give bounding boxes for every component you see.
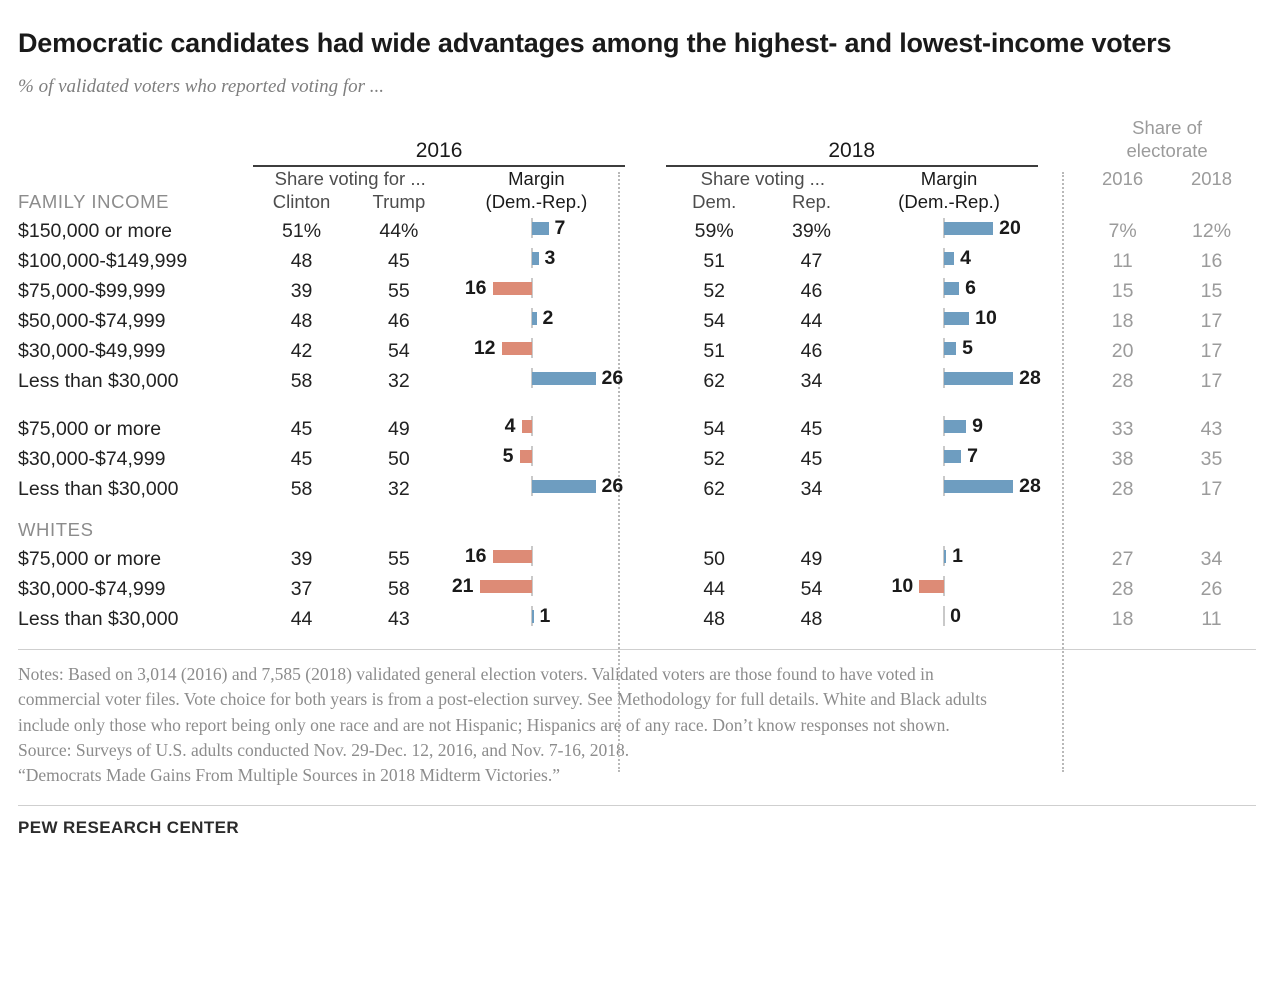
spacer-cell bbox=[1038, 303, 1078, 333]
spacer-cell bbox=[1038, 273, 1078, 303]
spacer-cell bbox=[1038, 243, 1078, 273]
trump-2016-value: 58 bbox=[388, 577, 410, 600]
spacer-cell bbox=[1038, 393, 1078, 411]
spacer-cell bbox=[625, 471, 665, 501]
margin-2016-bar-dem bbox=[532, 252, 539, 265]
share-voting-2018-label: Share voting ... bbox=[700, 167, 826, 189]
share-electorate-2018-value: 17 bbox=[1200, 477, 1223, 500]
group-spacer bbox=[18, 393, 1256, 411]
spacer-cell bbox=[625, 243, 665, 273]
year-2016-heading: 2016 bbox=[415, 138, 463, 162]
clinton-2016-value: 48 bbox=[290, 309, 313, 332]
rep-2018-value: 46 bbox=[800, 279, 823, 302]
margin-2018-bar-wrap bbox=[860, 471, 1041, 501]
margin-2016-cell bbox=[448, 303, 626, 333]
spacer-cell bbox=[1038, 190, 1078, 213]
margin-2018-cell bbox=[860, 243, 1038, 273]
group-heading-label: WHITES bbox=[18, 518, 94, 540]
margin-2016-cell bbox=[448, 471, 626, 501]
trump-2016-value: 32 bbox=[388, 369, 410, 392]
margin-2018-value: 6 bbox=[965, 276, 977, 299]
spacer-cell bbox=[625, 571, 665, 601]
spacer-cell bbox=[18, 393, 253, 411]
margin-2018-bar-wrap bbox=[860, 601, 1028, 631]
trump-2016-value: 46 bbox=[388, 309, 410, 332]
row-label: $150,000 or more bbox=[18, 219, 172, 242]
data-table bbox=[18, 116, 1256, 631]
margin-2018-bar-dem bbox=[944, 252, 954, 265]
margin-2018-value: 7 bbox=[967, 444, 979, 467]
margin-2016-value: 16 bbox=[464, 544, 487, 567]
margin-2018-cell bbox=[860, 541, 1038, 571]
clinton-2016-value: 51% bbox=[282, 219, 322, 242]
row-label: $75,000 or more bbox=[18, 547, 162, 570]
notes-line-2: commercial voter files. Vote choice for both years is from a post-election survey. See Methodology for full details. White and Black adults bbox=[18, 689, 987, 710]
spacer-cell bbox=[1167, 393, 1256, 411]
clinton-2016-value: 45 bbox=[290, 447, 313, 470]
footer-divider bbox=[18, 649, 1256, 650]
margin-2018-bar-wrap bbox=[860, 571, 1028, 601]
spacer-cell bbox=[1038, 441, 1078, 471]
table-row bbox=[18, 273, 1256, 303]
share-year-2016-label: 2016 bbox=[1102, 167, 1144, 189]
rep-2018-value: 46 bbox=[800, 339, 823, 362]
margin-2016-bar-wrap bbox=[448, 571, 616, 601]
spacer-cell bbox=[666, 501, 763, 519]
dem-2018-value: 52 bbox=[703, 279, 726, 302]
margin-2016-value: 4 bbox=[504, 414, 516, 437]
row-label: $30,000-$74,999 bbox=[18, 447, 166, 470]
margin-2016-value: 12 bbox=[473, 336, 496, 359]
share-electorate-2018-value: 12% bbox=[1192, 219, 1232, 242]
row-label: Less than $30,000 bbox=[18, 477, 179, 500]
clinton-2016-value: 39 bbox=[290, 279, 313, 302]
clinton-2016-value: 39 bbox=[290, 547, 313, 570]
group-spacer bbox=[18, 501, 1256, 519]
spacer-cell bbox=[625, 601, 665, 631]
margin-2016-cell bbox=[448, 273, 626, 303]
margin-2016-bar-rep bbox=[520, 450, 532, 463]
brand-label: PEW RESEARCH CENTER bbox=[18, 817, 240, 837]
spacer-cell bbox=[448, 501, 626, 519]
clinton-2016-value: 37 bbox=[290, 577, 313, 600]
rep-2018-value: 45 bbox=[800, 417, 823, 440]
spacer-cell bbox=[253, 501, 350, 519]
margin-2018-bar-dem bbox=[944, 450, 961, 463]
margin-2018-value: 10 bbox=[975, 306, 997, 329]
trump-2016-value: 32 bbox=[388, 477, 410, 500]
margin-2018-bar-dem bbox=[944, 312, 969, 325]
spacer-cell bbox=[625, 333, 665, 363]
margin-2016-value: 1 bbox=[539, 604, 551, 627]
year-header-row bbox=[18, 116, 1256, 162]
spacer-cell bbox=[350, 519, 447, 541]
margin-2016-bar-dem bbox=[532, 312, 537, 325]
margin-2016-cell bbox=[448, 333, 626, 363]
clinton-2016-value: 48 bbox=[290, 249, 313, 272]
spacer-cell bbox=[625, 501, 665, 519]
margin-2016-value: 26 bbox=[601, 474, 624, 497]
margin-2016-cell bbox=[448, 601, 626, 631]
dem-2018-value: 50 bbox=[703, 547, 726, 570]
notes-line-3: include only those who report being only one race and are not Hispanic; Hispanics are of any race. Don’t know responses not shown. bbox=[18, 714, 950, 735]
spacer-cell bbox=[1167, 501, 1256, 519]
trump-2016-value: 44% bbox=[379, 219, 419, 242]
share-electorate-2016-value: 38 bbox=[1111, 447, 1134, 470]
margin-2018-value: 1 bbox=[952, 544, 964, 567]
margin-sub-2018: (Dem.-Rep.) bbox=[898, 190, 1000, 212]
spacer-cell bbox=[1038, 363, 1078, 393]
spacer-cell bbox=[18, 166, 253, 190]
notes-line-1: Notes: Based on 3,014 (2016) and 7,585 (2018) validated general election voters. Validated voters are those found to have voted in bbox=[18, 663, 934, 684]
margin-2018-bar-wrap bbox=[860, 333, 1028, 363]
row-label: Less than $30,000 bbox=[18, 607, 179, 630]
dem-column-label: Dem. bbox=[692, 190, 737, 212]
rep-2018-value: 47 bbox=[800, 249, 823, 272]
rep-2018-value: 45 bbox=[800, 447, 823, 470]
margin-2018-heading bbox=[860, 166, 1038, 213]
margin-2016-bar-dem bbox=[532, 480, 596, 493]
spacer-cell bbox=[350, 393, 447, 411]
spacer-cell bbox=[18, 501, 253, 519]
margin-2016-value: 5 bbox=[502, 444, 514, 467]
spacer-cell bbox=[448, 519, 626, 541]
clinton-2016-value: 58 bbox=[290, 477, 313, 500]
trump-2016-value: 45 bbox=[388, 249, 410, 272]
margin-2016-value: 21 bbox=[451, 574, 474, 597]
margin-2016-cell bbox=[448, 541, 626, 571]
spacer-cell bbox=[625, 116, 665, 162]
margin-2018-bar-dem bbox=[944, 480, 1013, 493]
row-label: $30,000-$49,999 bbox=[18, 339, 166, 362]
margin-2018-value: 9 bbox=[972, 414, 984, 437]
electorate-label: electorate bbox=[1126, 140, 1208, 162]
trump-2016-value: 43 bbox=[388, 607, 410, 630]
subheader-row-1 bbox=[18, 166, 1256, 190]
subheader-row-2 bbox=[18, 190, 1256, 213]
margin-2016-bar-rep bbox=[502, 342, 532, 355]
trump-2016-value: 55 bbox=[388, 547, 410, 570]
share-electorate-2016-value: 11 bbox=[1112, 249, 1133, 272]
rep-2018-value: 34 bbox=[800, 369, 823, 392]
trump-2016-value: 55 bbox=[388, 279, 410, 302]
margin-2018-value: 10 bbox=[891, 574, 914, 597]
dem-2018-value: 52 bbox=[703, 447, 726, 470]
spacer-cell bbox=[666, 393, 763, 411]
year-2018-heading: 2018 bbox=[828, 138, 876, 162]
spacer-cell bbox=[1078, 190, 1167, 213]
share-electorate-2018-value: 16 bbox=[1200, 249, 1223, 272]
spacer-cell bbox=[1038, 166, 1078, 190]
dem-2018-value: 59% bbox=[694, 219, 734, 242]
table-row bbox=[18, 601, 1256, 631]
dem-2018-value: 54 bbox=[703, 417, 726, 440]
rep-2018-value: 49 bbox=[800, 547, 823, 570]
clinton-2016-value: 58 bbox=[290, 369, 313, 392]
margin-2018-bar-wrap bbox=[860, 243, 1028, 273]
row-label: $75,000 or more bbox=[18, 417, 162, 440]
page-subtitle: % of validated voters who reported voting for ... bbox=[18, 76, 385, 98]
margin-2018-cell bbox=[860, 411, 1038, 441]
margin-2018-cell bbox=[860, 363, 1041, 393]
margin-2016-bar-wrap bbox=[448, 243, 616, 273]
spacer-cell bbox=[625, 273, 665, 303]
margin-2016-bar-wrap bbox=[448, 273, 616, 303]
spacer-cell bbox=[763, 519, 860, 541]
margin-2018-cell bbox=[860, 333, 1038, 363]
rep-2018-value: 39% bbox=[791, 219, 832, 242]
margin-2016-bar-rep bbox=[493, 282, 532, 295]
share-electorate-2016-value: 7% bbox=[1108, 219, 1137, 242]
margin-2018-cell bbox=[860, 303, 1038, 333]
share-electorate-2016-value: 28 bbox=[1111, 477, 1134, 500]
margin-2018-bar-dem bbox=[944, 372, 1013, 385]
table-row bbox=[18, 441, 1256, 471]
dem-2018-value: 62 bbox=[703, 477, 726, 500]
margin-2016-bar-wrap bbox=[448, 333, 616, 363]
margin-2018-bar-wrap bbox=[860, 411, 1028, 441]
share-electorate-2018-value: 26 bbox=[1200, 577, 1223, 600]
spacer-cell bbox=[625, 166, 665, 190]
table-body bbox=[18, 213, 1256, 631]
share-electorate-2016-value: 18 bbox=[1111, 607, 1134, 630]
share-electorate-2016-value: 20 bbox=[1111, 339, 1134, 362]
margin-2018-value: 4 bbox=[960, 246, 972, 269]
spacer-cell bbox=[1038, 541, 1078, 571]
margin-2016-bar-rep bbox=[480, 580, 532, 593]
share-electorate-2018-value: 43 bbox=[1200, 417, 1223, 440]
spacer-cell bbox=[1038, 501, 1078, 519]
share-electorate-2016-value: 27 bbox=[1111, 547, 1134, 570]
margin-2016-value: 3 bbox=[544, 246, 556, 269]
table-row bbox=[18, 471, 1256, 501]
margin-2016-bar-wrap bbox=[448, 601, 616, 631]
spacer-cell bbox=[350, 501, 447, 519]
margin-2018-value: 28 bbox=[1019, 366, 1041, 389]
margin-2016-bar-wrap bbox=[448, 541, 616, 571]
rep-2018-value: 44 bbox=[800, 309, 823, 332]
margin-2018-bar-dem bbox=[944, 420, 966, 433]
margin-2018-bar-wrap bbox=[860, 213, 1028, 243]
margin-2018-value: 28 bbox=[1019, 474, 1041, 497]
margin-2018-bar-dem bbox=[944, 282, 959, 295]
spacer-cell bbox=[860, 393, 1038, 411]
table-row bbox=[18, 411, 1256, 441]
margin-2016-value: 7 bbox=[554, 216, 566, 239]
table-row bbox=[18, 541, 1256, 571]
trump-column-label: Trump bbox=[372, 190, 426, 212]
spacer-cell bbox=[448, 393, 626, 411]
spacer-cell bbox=[763, 393, 860, 411]
spacer-cell bbox=[1167, 519, 1256, 541]
trump-2016-value: 54 bbox=[388, 339, 410, 362]
spacer-cell bbox=[625, 519, 665, 541]
spacer-cell bbox=[625, 190, 665, 213]
spacer-cell bbox=[18, 116, 253, 162]
spacer-cell bbox=[1038, 213, 1078, 243]
brand-divider bbox=[18, 805, 1256, 806]
margin-2016-value: 2 bbox=[542, 306, 554, 329]
spacer-cell bbox=[625, 213, 665, 243]
trump-2016-value: 50 bbox=[388, 447, 410, 470]
table-row bbox=[18, 303, 1256, 333]
share-of-electorate-heading bbox=[1078, 116, 1256, 162]
share-electorate-2018-value: 17 bbox=[1200, 309, 1223, 332]
share-electorate-2016-value: 15 bbox=[1111, 279, 1134, 302]
family-income-heading: FAMILY INCOME bbox=[18, 190, 170, 212]
margin-2018-cell bbox=[860, 571, 1038, 601]
share-year-2018-label: 2018 bbox=[1190, 167, 1233, 189]
share-electorate-2016-value: 18 bbox=[1111, 309, 1134, 332]
share-electorate-2018-value: 11 bbox=[1201, 607, 1222, 630]
margin-2016-heading bbox=[448, 166, 626, 213]
spacer-cell bbox=[860, 519, 1038, 541]
margin-2016-cell bbox=[448, 411, 626, 441]
row-label: $100,000-$149,999 bbox=[18, 249, 188, 272]
margin-2018-cell bbox=[860, 471, 1041, 501]
table-row bbox=[18, 363, 1256, 393]
dem-2018-value: 51 bbox=[703, 339, 726, 362]
row-label: Less than $30,000 bbox=[18, 369, 179, 392]
margin-2018-bar-dem bbox=[944, 550, 946, 563]
column-separator-2 bbox=[1062, 172, 1064, 772]
margin-2016-bar-wrap bbox=[448, 303, 616, 333]
margin-2018-cell bbox=[860, 601, 1038, 631]
margin-2016-bar-wrap bbox=[448, 441, 616, 471]
margin-2018-bar-wrap bbox=[860, 363, 1041, 393]
table-row bbox=[18, 243, 1256, 273]
spacer-cell bbox=[1038, 571, 1078, 601]
table-row bbox=[18, 333, 1256, 363]
margin-2018-bar-rep bbox=[919, 580, 944, 593]
spacer-cell bbox=[1078, 519, 1167, 541]
margin-2018-value: 20 bbox=[999, 216, 1021, 239]
spacer-cell bbox=[1038, 116, 1078, 162]
spacer-cell bbox=[253, 393, 350, 411]
margin-2016-bar-wrap bbox=[448, 363, 624, 393]
margin-2016-bar-wrap bbox=[448, 213, 616, 243]
footer-notes bbox=[18, 662, 1228, 789]
margin-2016-cell bbox=[448, 363, 626, 393]
margin-2016-bar-rep bbox=[493, 550, 532, 563]
spacer-cell bbox=[253, 519, 350, 541]
margin-2018-cell bbox=[860, 441, 1038, 471]
dem-2018-value: 48 bbox=[703, 607, 726, 630]
share-electorate-2018-value: 35 bbox=[1200, 447, 1223, 470]
margin-label-2016: Margin bbox=[508, 167, 565, 189]
spacer-cell bbox=[666, 519, 763, 541]
share-electorate-2018-value: 34 bbox=[1200, 547, 1223, 570]
share-electorate-2016-value: 28 bbox=[1111, 369, 1134, 392]
spacer-cell bbox=[1038, 411, 1078, 441]
dem-2018-value: 62 bbox=[703, 369, 726, 392]
margin-2016-bar-wrap bbox=[448, 471, 624, 501]
dem-2018-value: 54 bbox=[703, 309, 726, 332]
margin-2016-bar-rep bbox=[522, 420, 532, 433]
margin-2016-bar-dem bbox=[532, 222, 549, 235]
share-electorate-2016-value: 28 bbox=[1111, 577, 1134, 600]
margin-2016-cell bbox=[448, 441, 626, 471]
rep-2018-value: 34 bbox=[800, 477, 823, 500]
dem-2018-value: 44 bbox=[703, 577, 726, 600]
margin-2016-bar-dem bbox=[532, 610, 534, 623]
group-heading-row bbox=[18, 519, 1256, 541]
row-label: $75,000-$99,999 bbox=[18, 279, 166, 302]
spacer-cell bbox=[625, 363, 665, 393]
margin-2016-cell bbox=[448, 243, 626, 273]
margin-2016-cell bbox=[448, 213, 626, 243]
margin-2018-bar-dem bbox=[944, 222, 993, 235]
clinton-2016-value: 45 bbox=[290, 417, 313, 440]
page-title: Democratic candidates had wide advantages among the highest- and lowest-income voters bbox=[18, 28, 1172, 58]
spacer-cell bbox=[625, 411, 665, 441]
margin-2018-bar-dem bbox=[944, 342, 956, 355]
margin-2018-value: 5 bbox=[962, 336, 974, 359]
margin-2018-cell bbox=[860, 273, 1038, 303]
share-electorate-2018-value: 17 bbox=[1200, 339, 1223, 362]
spacer-cell bbox=[860, 501, 1038, 519]
spacer-cell bbox=[625, 541, 665, 571]
margin-2018-bar-wrap bbox=[860, 273, 1028, 303]
report-line: “Democrats Made Gains From Multiple Sources in 2018 Midterm Victories.” bbox=[18, 765, 560, 786]
margin-2016-value: 16 bbox=[464, 276, 487, 299]
spacer-cell bbox=[1038, 601, 1078, 631]
table-row bbox=[18, 571, 1256, 601]
margin-2018-value: 0 bbox=[950, 604, 962, 627]
clinton-2016-value: 42 bbox=[290, 339, 313, 362]
margin-2016-cell bbox=[448, 571, 626, 601]
row-label: $50,000-$74,999 bbox=[18, 309, 166, 332]
margin-2018-bar-wrap bbox=[860, 441, 1028, 471]
zero-line bbox=[943, 606, 945, 626]
clinton-2016-value: 44 bbox=[290, 607, 313, 630]
rep-2018-value: 54 bbox=[800, 577, 823, 600]
spacer-cell bbox=[625, 303, 665, 333]
trump-2016-value: 49 bbox=[388, 417, 410, 440]
table-row bbox=[18, 213, 1256, 243]
rep-column-label: Rep. bbox=[791, 190, 832, 212]
share-electorate-2018-value: 15 bbox=[1200, 279, 1223, 302]
share-voting-2016-label: Share voting for ... bbox=[274, 167, 426, 189]
source-line: Source: Surveys of U.S. adults conducted Nov. 29-Dec. 12, 2016, and Nov. 7-16, 2018. bbox=[18, 739, 630, 760]
share-electorate-2018-value: 17 bbox=[1200, 369, 1223, 392]
margin-sub-2016: (Dem.-Rep.) bbox=[485, 190, 588, 212]
margin-label-2018: Margin bbox=[920, 167, 978, 189]
clinton-column-label: Clinton bbox=[272, 190, 331, 212]
share-of-label: Share of bbox=[1132, 117, 1203, 139]
margin-2018-bar-wrap bbox=[860, 303, 1028, 333]
spacer-cell bbox=[625, 393, 665, 411]
margin-2018-bar-wrap bbox=[860, 541, 1028, 571]
spacer-cell bbox=[625, 441, 665, 471]
margin-2016-bar-wrap bbox=[448, 411, 616, 441]
row-label: $30,000-$74,999 bbox=[18, 577, 166, 600]
margin-2016-value: 26 bbox=[601, 366, 624, 389]
rep-2018-value: 48 bbox=[800, 607, 823, 630]
share-electorate-2016-value: 33 bbox=[1111, 417, 1134, 440]
spacer-cell bbox=[1078, 501, 1167, 519]
dem-2018-value: 51 bbox=[703, 249, 726, 272]
spacer-cell bbox=[1078, 393, 1167, 411]
spacer-cell bbox=[1167, 190, 1256, 213]
spacer-cell bbox=[1038, 333, 1078, 363]
spacer-cell bbox=[763, 501, 860, 519]
margin-2016-bar-dem bbox=[532, 372, 596, 385]
spacer-cell bbox=[1038, 519, 1078, 541]
spacer-cell bbox=[1038, 471, 1078, 501]
margin-2018-cell bbox=[860, 213, 1038, 243]
